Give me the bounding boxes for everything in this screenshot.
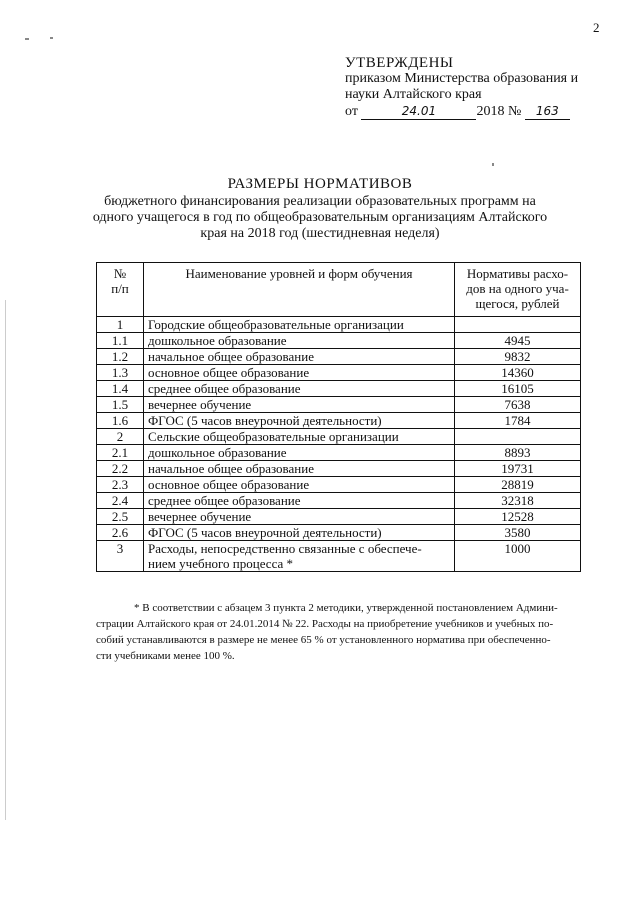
document-title [0, 176, 640, 242]
row-name: дошкольное образование [144, 333, 455, 349]
row-value: 1784 [455, 413, 581, 429]
row-number: 1 [97, 317, 144, 333]
row-value: 8893 [455, 445, 581, 461]
row-number: 1.1 [97, 333, 144, 349]
row-number: 2.4 [97, 493, 144, 509]
scan-mark [5, 300, 6, 820]
row-value: 7638 [455, 397, 581, 413]
scan-mark [492, 163, 494, 166]
table-body-last [97, 541, 581, 572]
row-name: дошкольное образование [144, 445, 455, 461]
header-number [97, 263, 144, 317]
row-number: 1.5 [97, 397, 144, 413]
row-value: 28819 [455, 477, 581, 493]
row-name: Сельские общеобразовательные организации [144, 429, 455, 445]
row-value: 14360 [455, 365, 581, 381]
row-value: 16105 [455, 381, 581, 397]
handwritten-date: 24.01 [361, 103, 476, 120]
row-name: ФГОС (5 часов внеурочной деятельности) [144, 525, 455, 541]
row-value [455, 317, 581, 333]
row-value: 1000 [455, 541, 581, 572]
row-value: 3580 [455, 525, 581, 541]
row-value: 12528 [455, 509, 581, 525]
row-number: 1.3 [97, 365, 144, 381]
row-number: 2.2 [97, 461, 144, 477]
header-name: Наименование уровней и форм обучения [144, 263, 455, 317]
row-value: 19731 [455, 461, 581, 477]
table-row [97, 541, 581, 572]
row-number: 2 [97, 429, 144, 445]
row-number: 1.6 [97, 413, 144, 429]
table-row [97, 461, 581, 477]
table-row [97, 429, 581, 445]
table-row [97, 509, 581, 525]
table-row [97, 493, 581, 509]
footnote-line-1: * В соответствии с абзацем 3 пункта 2 методики, утвержденной постановлением Админи- [134, 602, 558, 614]
approval-from-label: от [345, 104, 358, 119]
header-value-line-2: дов на одного уча- [466, 281, 569, 296]
table-body [97, 317, 581, 541]
table-row [97, 333, 581, 349]
norms-table [96, 262, 581, 572]
approval-line-1: приказом Министерства образования и [345, 71, 579, 86]
row-name: среднее общее образование [144, 493, 455, 509]
table-row [97, 381, 581, 397]
row-value: 32318 [455, 493, 581, 509]
table-row [97, 413, 581, 429]
document-title-line-1: бюджетного финансирования реализации образовательных программ на [104, 194, 536, 209]
row-number: 1.2 [97, 349, 144, 365]
scan-mark [50, 37, 53, 39]
header-value-line-3: щегося, рублей [475, 296, 560, 311]
footnote-line-3: собий устанавливаются в размере не менее 65 % от установленного норматива при обеспеченно- [96, 634, 551, 646]
row-number: 2.1 [97, 445, 144, 461]
row-number: 2.6 [97, 525, 144, 541]
row-name: вечернее обучение [144, 509, 455, 525]
row-name: основное общее образование [144, 365, 455, 381]
footnote-line-4: сти учебниками менее 100 %. [96, 650, 235, 662]
row-name: вечернее обучение [144, 397, 455, 413]
row-name-line-1: Расходы, непосредственно связанные с обеспече- [148, 541, 422, 556]
row-name: начальное общее образование [144, 461, 455, 477]
row-name-line-2: нием учебного процесса * [148, 556, 294, 571]
row-name [144, 541, 455, 572]
scan-mark [25, 38, 29, 40]
row-name: ФГОС (5 часов внеурочной деятельности) [144, 413, 455, 429]
row-number: 1.4 [97, 381, 144, 397]
document-title-main: РАЗМЕРЫ НОРМАТИВОВ [227, 176, 413, 192]
table-row [97, 317, 581, 333]
row-value [455, 429, 581, 445]
document-title-line-3: края на 2018 год (шестидневная неделя) [200, 226, 440, 241]
table-row [97, 397, 581, 413]
approval-line-2: науки Алтайского края [345, 87, 482, 102]
table-row [97, 365, 581, 381]
row-value: 9832 [455, 349, 581, 365]
header-value-line-1: Нормативы расхо- [466, 266, 569, 281]
row-name: среднее общее образование [144, 381, 455, 397]
row-value: 4945 [455, 333, 581, 349]
approval-block [345, 55, 615, 120]
table-header-row [97, 263, 581, 317]
header-number-line-1: № [113, 266, 127, 281]
handwritten-order-number: 163 [525, 103, 570, 120]
header-value [455, 263, 581, 317]
table-row [97, 445, 581, 461]
footnote-line-2: страции Алтайского края от 24.01.2014 № 22. Расходы на приобретение учебников и учебных по- [96, 618, 554, 630]
document-title-line-2: одного учащегося в год по общеобразовательным организациям Алтайского [92, 210, 548, 225]
header-number-line-2: п/п [111, 281, 129, 296]
page-number: 2 [593, 20, 600, 35]
row-number: 2.3 [97, 477, 144, 493]
approval-date-line [345, 103, 615, 120]
row-name: Городские общеобразовательные организации [144, 317, 455, 333]
table-row [97, 477, 581, 493]
table-row [97, 525, 581, 541]
footnote [96, 600, 584, 664]
table-row [97, 349, 581, 365]
approval-year-text: 2018 № [476, 104, 522, 119]
approval-title: УТВЕРЖДЕНЫ [345, 55, 454, 71]
row-number: 2.5 [97, 509, 144, 525]
row-name: начальное общее образование [144, 349, 455, 365]
row-name: основное общее образование [144, 477, 455, 493]
row-number: 3 [97, 541, 144, 572]
